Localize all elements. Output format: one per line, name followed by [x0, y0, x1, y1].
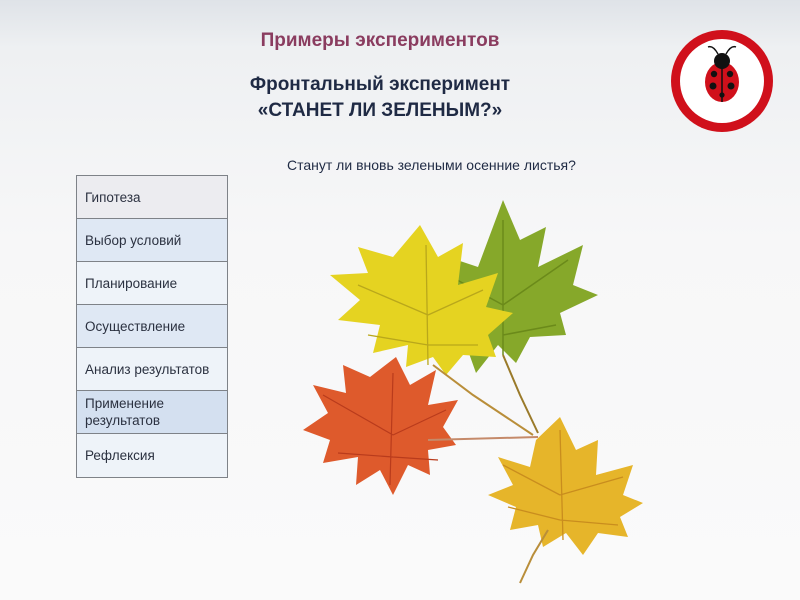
- stage-reflection: Рефлексия: [77, 434, 227, 477]
- red-maple-leaf: [303, 357, 538, 495]
- maple-leaves-illustration: [298, 195, 683, 590]
- experiment-subtitle: [180, 72, 580, 124]
- experiment-question: Станут ли вновь зелеными осенние листья?: [287, 157, 576, 173]
- stage-hypothesis: Гипотеза: [77, 176, 227, 219]
- mir-otkrytiy-logo: [668, 27, 776, 135]
- stage-planning: Планирование: [77, 262, 227, 305]
- subtitle-line-1: Фронтальный эксперимент: [249, 74, 511, 95]
- stage-analysis: Анализ результатов: [77, 348, 227, 391]
- slide-title: Примеры экспериментов: [260, 30, 500, 51]
- stage-application: Применение результатов: [77, 391, 227, 434]
- research-stages-list: [76, 175, 228, 478]
- stage-implementation: Осуществление: [77, 305, 227, 348]
- orange-maple-leaf: [488, 417, 643, 583]
- stage-conditions: Выбор условий: [77, 219, 227, 262]
- subtitle-line-2: «СТАНЕТ ЛИ ЗЕЛЕНЫМ?»: [257, 100, 503, 121]
